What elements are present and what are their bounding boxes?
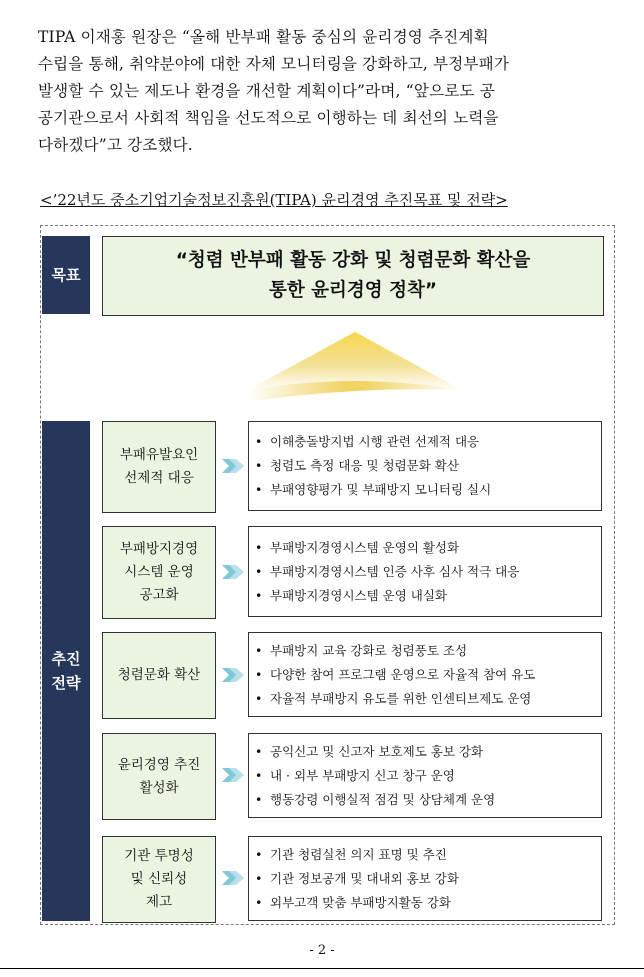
paragraph-line: 다하겠다”고 강조했다. <box>38 136 193 154</box>
goal-box <box>102 236 604 316</box>
label-line: 기관 투명성 <box>124 848 194 864</box>
strategy-label-5 <box>102 836 216 923</box>
list-item: • 청렴도 측정 대응 및 청렴문화 확산 <box>255 458 459 473</box>
strategy-items-4 <box>248 733 602 818</box>
list-item: • 자율적 부패방지 유도를 위한 인센티브제도 운영 <box>255 690 532 706</box>
list-item: • 내 · 외부 부패방지 신고 창구 운영 <box>255 767 455 783</box>
list-item: • 부패영향평가 및 부패방지 모니터링 실시 <box>255 482 492 497</box>
paragraph-line: 발생할 수 있는 제도나 환경을 개선할 계획이다”라며, “앞으로도 공 <box>38 82 495 100</box>
chevron-right-icon <box>222 565 244 579</box>
label-line: 시스템 운영 <box>124 564 194 580</box>
upward-arrow-icon <box>200 330 510 405</box>
label-line: 공고화 <box>139 587 179 603</box>
strategy-items-2 <box>248 526 602 617</box>
strategy-items-3 <box>248 632 602 717</box>
strategy-label-4 <box>102 733 216 820</box>
label-line: 선제적 대응 <box>124 470 194 486</box>
list-item: • 외부고객 맞춤 부패방지활동 강화 <box>255 894 451 910</box>
page-bottom-rule <box>0 968 644 969</box>
paragraph-line: TIPA 이재홍 원장은 “올해 반부패 활동 중심의 윤리경영 추진계획 <box>38 28 489 46</box>
label-line: 및 신뢰성 <box>130 871 188 887</box>
list-item: • 다양한 참여 프로그램 운영으로 자율적 참여 유도 <box>255 666 536 682</box>
list-item: • 행동강령 이행실적 점검 및 상담체계 운영 <box>255 791 496 807</box>
strategy-items-1 <box>248 421 602 511</box>
label-line: 제고 <box>145 894 173 910</box>
list-item: • 부패방지경영시스템 운영의 활성화 <box>255 539 460 555</box>
diagram-caption: <’22년도 중소기업기술정보진흥원(TIPA) 윤리경영 추진목표 및 전략> <box>40 191 508 209</box>
strategy-side-text-1: 추진 <box>51 650 81 668</box>
paragraph-line: 수립을 통해, 취약분야에 대한 자체 모니터링을 강화하고, 부정부패가 <box>38 55 509 73</box>
strategy-label-1 <box>102 421 216 513</box>
label-line: 부패유발요인 <box>119 447 199 463</box>
chevron-right-icon <box>222 459 244 473</box>
intro-paragraph <box>38 24 612 159</box>
label-line: 부패방지경영 <box>119 541 199 557</box>
label-line: 윤리경영 추진 <box>117 756 201 773</box>
goal-side-text: 목표 <box>51 266 81 284</box>
strategy-side-label <box>42 421 90 921</box>
strategy-label-2 <box>102 526 216 619</box>
list-item: • 기관 정보공개 및 대내외 홍보 강화 <box>255 870 459 886</box>
list-item: • 기관 청렴실천 의지 표명 및 추진 <box>255 846 447 862</box>
strategy-label-3 <box>102 632 216 719</box>
list-item: • 이해충돌방지법 시행 관련 선제적 대응 <box>255 434 480 449</box>
strategy-items-5 <box>248 836 602 921</box>
page-number: - 2 - <box>309 943 335 958</box>
list-item: • 부패방지경영시스템 인증 사후 심사 적극 대응 <box>255 563 520 579</box>
strategy-side-text-2: 전략 <box>51 674 81 692</box>
chevron-right-icon <box>222 871 244 885</box>
goal-line-1: “청렴 반부패 활동 강화 및 청렴문화 확산을 <box>175 250 531 271</box>
label-line: 활성화 <box>139 779 179 796</box>
list-item: • 공익신고 및 신고자 보호제도 홍보 강화 <box>255 743 484 759</box>
goal-line-2: 통한 윤리경영 정착” <box>268 280 437 301</box>
chevron-right-icon <box>222 668 244 682</box>
list-item: • 부패방지 교육 강화로 청렴풍토 조성 <box>255 642 468 658</box>
paragraph-line: 공기관으로서 사회적 책임을 선도적으로 이행하는 데 최선의 노력을 <box>38 109 499 127</box>
goal-side-label <box>42 236 90 314</box>
label-line: 청렴문화 확산 <box>117 667 201 683</box>
list-item: • 부패방지경영시스템 운영 내실화 <box>255 587 447 603</box>
chevron-right-icon <box>222 768 244 782</box>
